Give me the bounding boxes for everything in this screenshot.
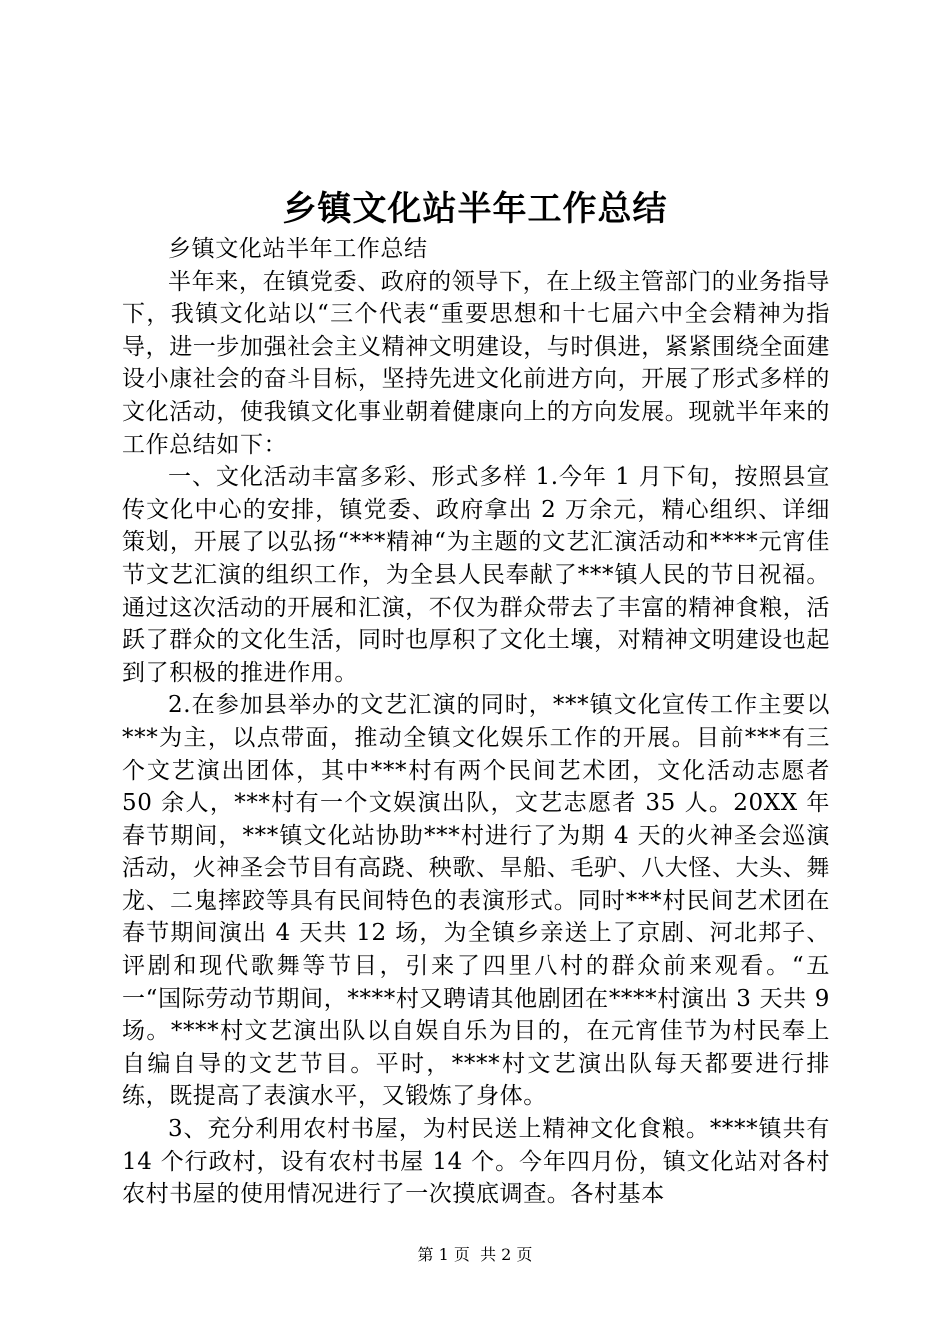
page-number: 第 1 页 — [417, 1245, 470, 1264]
body-paragraph-subtitle: 乡镇文化站半年工作总结 — [168, 236, 428, 262]
footer-separator — [470, 1245, 480, 1264]
document-title: 乡镇文化站半年工作总结 — [282, 189, 668, 229]
body-paragraph-section-1: 一、文化活动丰富多彩、形式多样 1.今年 1 月下旬，按照县宣传文化中心的安排，镇党委、政府拿出 2 万余元，精心组织、详细策划，开展了以弘扬“***精神“为主题的文艺汇演活动和****元宵佳节文艺汇演的组织工作，为全县人民奉献了***镇人民的节日祝福。通过这次活动的开展和汇演，不仅为群众带去了丰富的精神食粮，活跃了群众的文化生活，同时也厚积了文化土壤，对精神文明建设也起到了积极的推进作用。 — [122, 464, 830, 686]
page-footer — [0, 1244, 950, 1266]
body-paragraph-section-2: 2.在参加县举办的文艺汇演的同时，***镇文化宣传工作主要以***为主，以点带面，推动全镇文化娱乐工作的开展。目前***有三个文艺演出团体，其中***村有两个民间艺术团，文化活动志愿者 50 余人，***村有一个文娱演出队，文艺志愿者 35 人。20XX 年春节期间，***镇文化站协助***村进行了为期 4 天的火神圣会巡演活动，火神圣会节目有高跷、秧歌、旱船、毛驴、八大怪、大头、舞龙、二鬼摔跤等具有民间特色的表演形式。同时***村民间艺术团在春节期间演出 4 天共 12 场，为全镇乡亲送上了京剧、河北邦子、评剧和现代歌舞等节目，引来了四里八村的群众前来观看。“五一“国际劳动节期间，****村又聘请其他剧团在****村演出 3 天共 9 场。****村文艺演出队以自娱自乐为目的，在元宵佳节为村民奉上自编自导的文艺节目。平时，****村文艺演出队每天都要进行排练，既提高了表演水平，又锻炼了身体。 — [122, 692, 830, 1110]
body-paragraph-section-3: 3、充分利用农村书屋，为村民送上精神文化食粮。****镇共有 14 个行政村，设有农村书屋 14 个。今年四月份，镇文化站对各村农村书屋的使用情况进行了一次摸底调查。各村基本 — [122, 1116, 830, 1208]
body-paragraph-intro: 半年来，在镇党委、政府的领导下，在上级主管部门的业务指导下，我镇文化站以“三个代表“重要思想和十七届六中全会精神为指导，进一步加强社会主义精神文明建设，与时俱进，紧紧围绕全面建设小康社会的奋斗目标，坚持先进文化前进方向，开展了形式多样的文化活动，使我镇文化事业朝着健康向上的方向发展。现就半年来的工作总结如下： — [122, 268, 830, 458]
page-total: 共 2 页 — [480, 1245, 533, 1264]
document-body — [122, 233, 830, 1211]
